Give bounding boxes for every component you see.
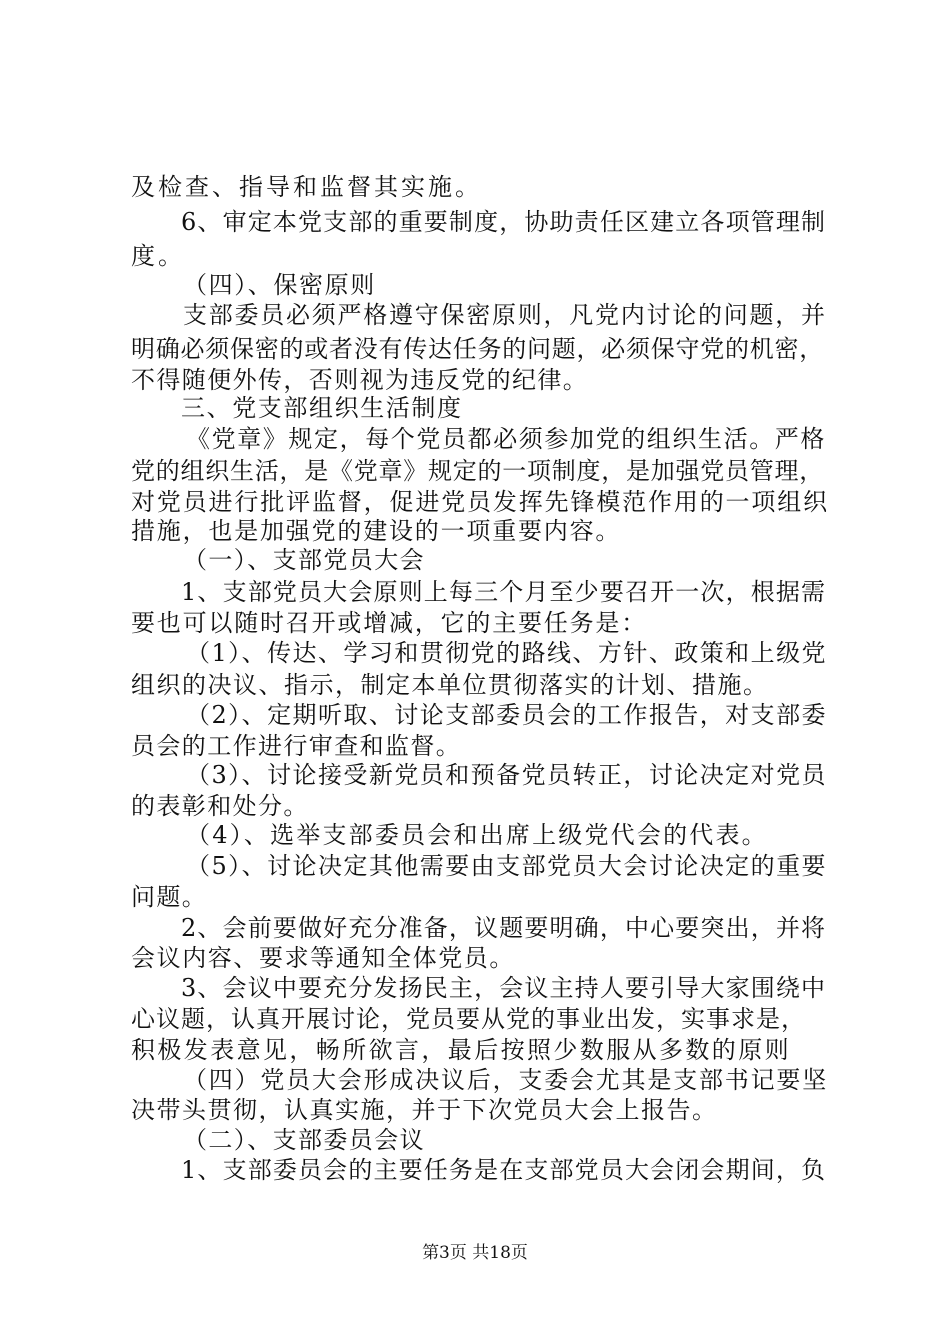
text-line: 明确必须保密的或者没有传达任务的问题，必须保守党的机密， bbox=[131, 335, 824, 363]
section-heading: 三、党支部组织生活制度 bbox=[181, 394, 463, 422]
section-heading: （一）、支部党员大会 bbox=[183, 546, 425, 574]
text-line: 6、审定本党支部的重要制度，协助责任区建立各项管理制 bbox=[181, 208, 827, 236]
text-line: 要也可以随时召开或增减，它的主要任务是： bbox=[131, 609, 647, 637]
text-line: 《党章》规定，每个党员都必须参加党的组织生活。严格 bbox=[186, 425, 826, 453]
text-line: 积极发表意见，畅所欲言，最后按照少数服从多数的原则 bbox=[131, 1036, 791, 1064]
section-heading: （四）、保密原则 bbox=[183, 271, 376, 299]
text-line: 问题。 bbox=[131, 883, 208, 911]
text-line: 1、支部委员会的主要任务是在支部党员大会闭会期间，负 bbox=[181, 1156, 827, 1184]
text-line: 员会的工作进行审查和监督。 bbox=[131, 732, 462, 760]
text-line: （四）党员大会形成决议后，支委会尤其是支部书记要坚 bbox=[183, 1066, 828, 1094]
text-line: 1、支部党员大会原则上每三个月至少要召开一次，根据需 bbox=[181, 578, 827, 606]
text-line: 对党员进行批评监督，促进党员发挥先锋模范作用的一项组织 bbox=[131, 488, 829, 516]
text-line: 不得随便外传，否则视为违反党的纪律。 bbox=[131, 366, 589, 394]
text-line: 的表彰和处分。 bbox=[131, 792, 309, 820]
text-line: （3）、讨论接受新党员和预备党员转正，讨论决定对党员 bbox=[186, 761, 827, 789]
text-line: 党的组织生活，是《党章》规定的一项制度，是加强党员管理， bbox=[131, 457, 824, 485]
text-line: 心议题，认真开展讨论，党员要从党的事业出发，实事求是， bbox=[131, 1005, 806, 1033]
text-line: 支部委员必须严格遵守保密原则，凡党内讨论的问题，并 bbox=[183, 301, 827, 329]
text-line: 2、会前要做好充分准备，议题要明确，中心要突出，并将 bbox=[181, 914, 827, 942]
text-line: 会议内容、要求等通知全体党员。 bbox=[131, 944, 515, 972]
section-heading: （二）、支部委员会议 bbox=[183, 1126, 425, 1154]
text-line: （4）、选举支部委员会和出席上级党代会的代表。 bbox=[186, 821, 768, 849]
text-line: 及检查、指导和监督其实施。 bbox=[131, 173, 482, 201]
text-line: 3、会议中要充分发扬民主，会议主持人要引导大家围绕中 bbox=[181, 974, 827, 1002]
page-number: 第3页 共18页 bbox=[422, 1243, 528, 1263]
text-line: （1）、传达、学习和贯彻党的路线、方针、政策和上级党 bbox=[186, 639, 827, 667]
text-line: 度。 bbox=[131, 242, 185, 270]
text-line: 决带头贯彻，认真实施，并于下次党员大会上报告。 bbox=[131, 1096, 718, 1124]
text-line: 措施，也是加强党的建设的一项重要内容。 bbox=[131, 517, 622, 545]
text-line: （2）、定期听取、讨论支部委员会的工作报告，对支部委 bbox=[186, 701, 827, 729]
text-line: （5）、讨论决定其他需要由支部党员大会讨论决定的重要 bbox=[186, 852, 827, 880]
text-line: 组织的决议、指示，制定本单位贯彻落实的计划、措施。 bbox=[131, 671, 769, 699]
